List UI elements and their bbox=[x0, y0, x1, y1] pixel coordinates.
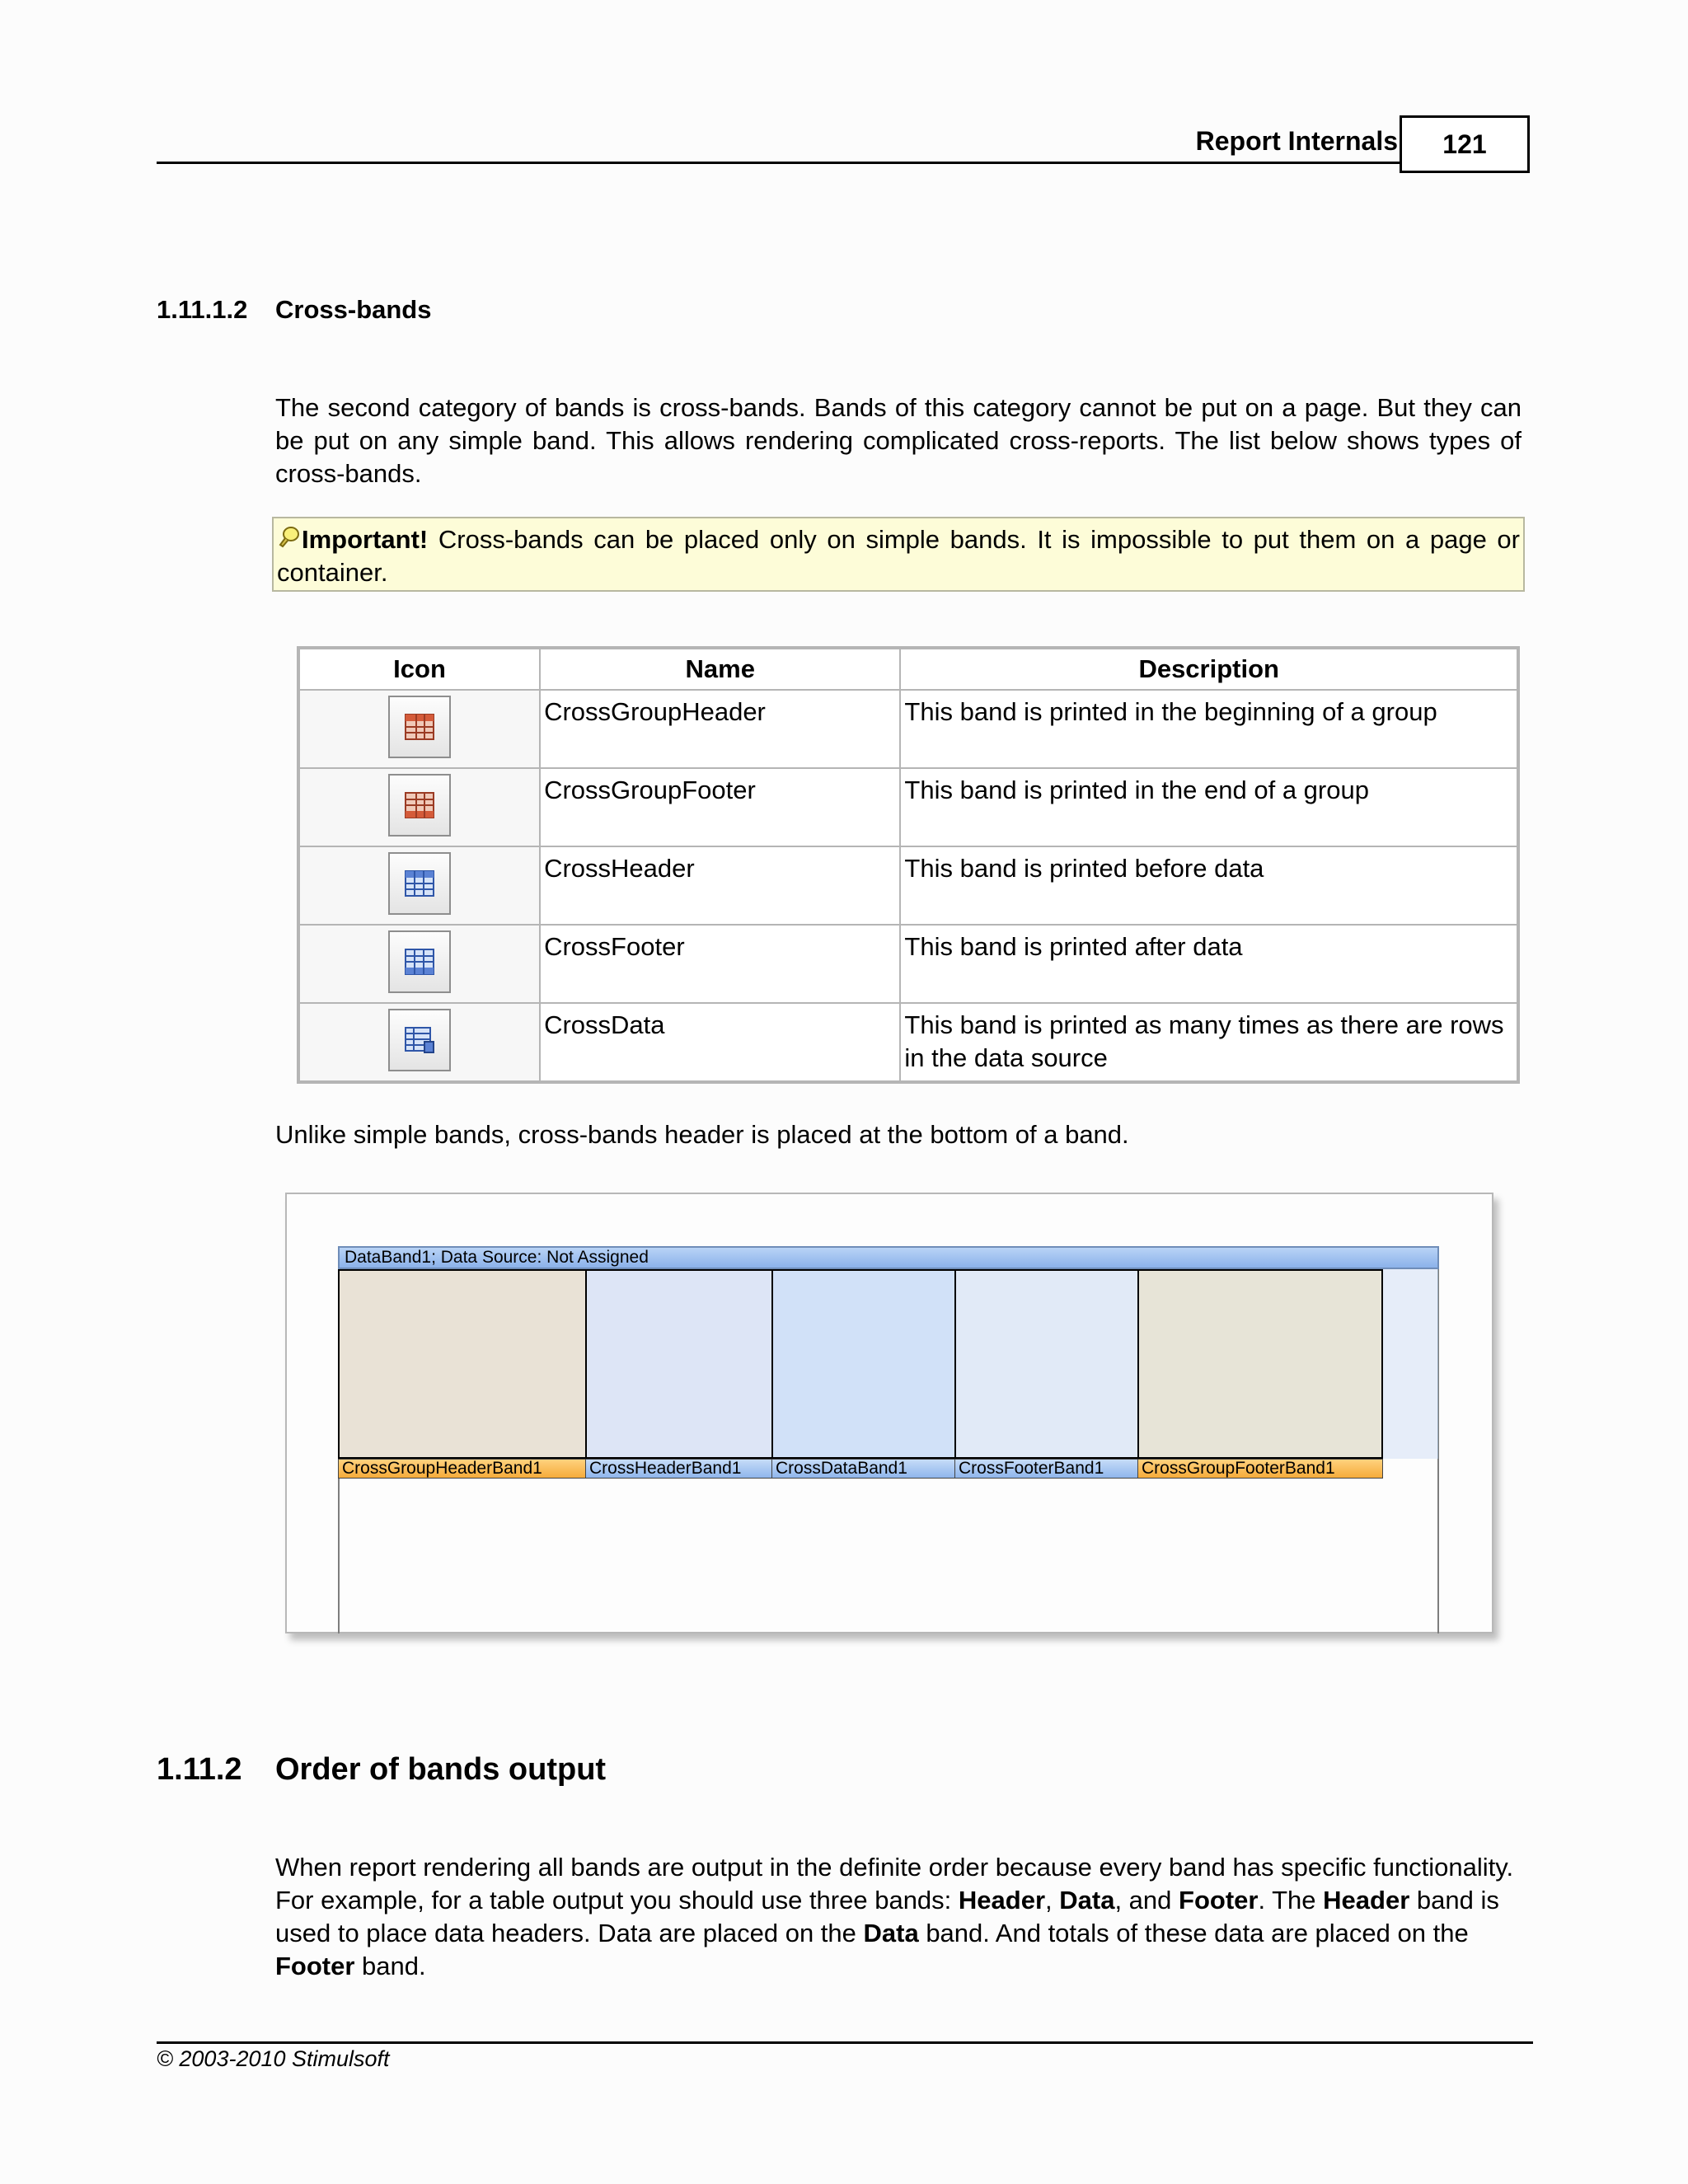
running-header-title: Report Internals bbox=[1195, 126, 1398, 156]
band-name: CrossData bbox=[540, 1003, 900, 1082]
cross-group-footer-band-label: CrossGroupFooterBand1 bbox=[1137, 1459, 1383, 1479]
band-name: CrossHeader bbox=[540, 846, 900, 925]
order-paragraph: When report rendering all bands are output in the definite order because every band has specific functionality. For example, for a table output you should use three bands: Header, Data, and Footer. The Header band is used to place data headers. Data are placed on the Data band. And totals of these data are placed on the Footer band. bbox=[275, 1853, 1514, 1980]
table-header-row bbox=[298, 648, 1518, 690]
band-description: This band is printed in the end of a group bbox=[900, 768, 1518, 846]
intro-paragraph: The second category of bands is cross-bands. Bands of this category cannot be put on a page. But they can be put on any simple band. This allows rendering complicated cross-reports. The list below shows types of cross-bands. bbox=[275, 393, 1522, 488]
band-description: This band is printed after data bbox=[900, 925, 1518, 1003]
footer-rule bbox=[157, 2041, 1533, 2044]
after-table-paragraph: Unlike simple bands, cross-bands header is placed at the bottom of a band. bbox=[275, 1120, 1129, 1149]
header-rule bbox=[157, 162, 1401, 164]
column-header-icon: Icon bbox=[298, 648, 540, 690]
column-header-name: Name bbox=[540, 648, 900, 690]
cross-data-icon bbox=[388, 1009, 451, 1071]
table-row bbox=[298, 925, 1518, 1003]
band-name: CrossGroupHeader bbox=[540, 690, 900, 768]
note-label: Important! bbox=[302, 525, 429, 554]
cross-group-header-band bbox=[338, 1269, 587, 1459]
section-title: Cross-bands bbox=[275, 295, 432, 324]
cross-group-footer-icon bbox=[388, 774, 451, 837]
section-heading bbox=[157, 295, 431, 325]
column-header-description: Description bbox=[900, 648, 1518, 690]
cross-header-band bbox=[585, 1269, 773, 1459]
cross-footer-band-label: CrossFooterBand1 bbox=[954, 1459, 1139, 1479]
table-row bbox=[298, 1003, 1518, 1082]
band-description: This band is printed as many times as there are rows in the data source bbox=[900, 1003, 1518, 1082]
cross-data-band bbox=[771, 1269, 956, 1459]
copyright: © 2003-2010 Stimulsoft bbox=[157, 2046, 390, 2071]
table-row bbox=[298, 690, 1518, 768]
cross-bands-table bbox=[297, 646, 1520, 1084]
page-number: 121 bbox=[1400, 115, 1530, 173]
lightbulb-icon bbox=[277, 525, 302, 550]
databand-right-strip bbox=[1381, 1269, 1438, 1459]
band-description: This band is printed in the beginning of a group bbox=[900, 690, 1518, 768]
section-number-2: 1.11.2 bbox=[157, 1752, 242, 1787]
section-heading-2 bbox=[157, 1752, 606, 1788]
cross-footer-band bbox=[954, 1269, 1139, 1459]
band-name: CrossGroupFooter bbox=[540, 768, 900, 846]
section-number: 1.11.1.2 bbox=[157, 295, 248, 324]
cross-group-footer-band bbox=[1137, 1269, 1383, 1459]
cross-footer-icon bbox=[388, 930, 451, 993]
cross-header-band-label: CrossHeaderBand1 bbox=[585, 1459, 773, 1479]
cross-header-icon bbox=[388, 852, 451, 915]
cross-group-header-band-label: CrossGroupHeaderBand1 bbox=[338, 1459, 587, 1479]
section-title-2: Order of bands output bbox=[275, 1752, 607, 1787]
table-row bbox=[298, 846, 1518, 925]
band-description: This band is printed before data bbox=[900, 846, 1518, 925]
cross-group-header-icon bbox=[388, 696, 451, 758]
important-note bbox=[272, 517, 1525, 592]
databand-title: DataBand1; Data Source: Not Assigned bbox=[338, 1246, 1439, 1269]
cross-data-band-label: CrossDataBand1 bbox=[771, 1459, 956, 1479]
note-text: Cross-bands can be placed only on simple bands. It is impossible to put them on a page or container. bbox=[277, 525, 1520, 587]
table-row bbox=[298, 768, 1518, 846]
band-name: CrossFooter bbox=[540, 925, 900, 1003]
